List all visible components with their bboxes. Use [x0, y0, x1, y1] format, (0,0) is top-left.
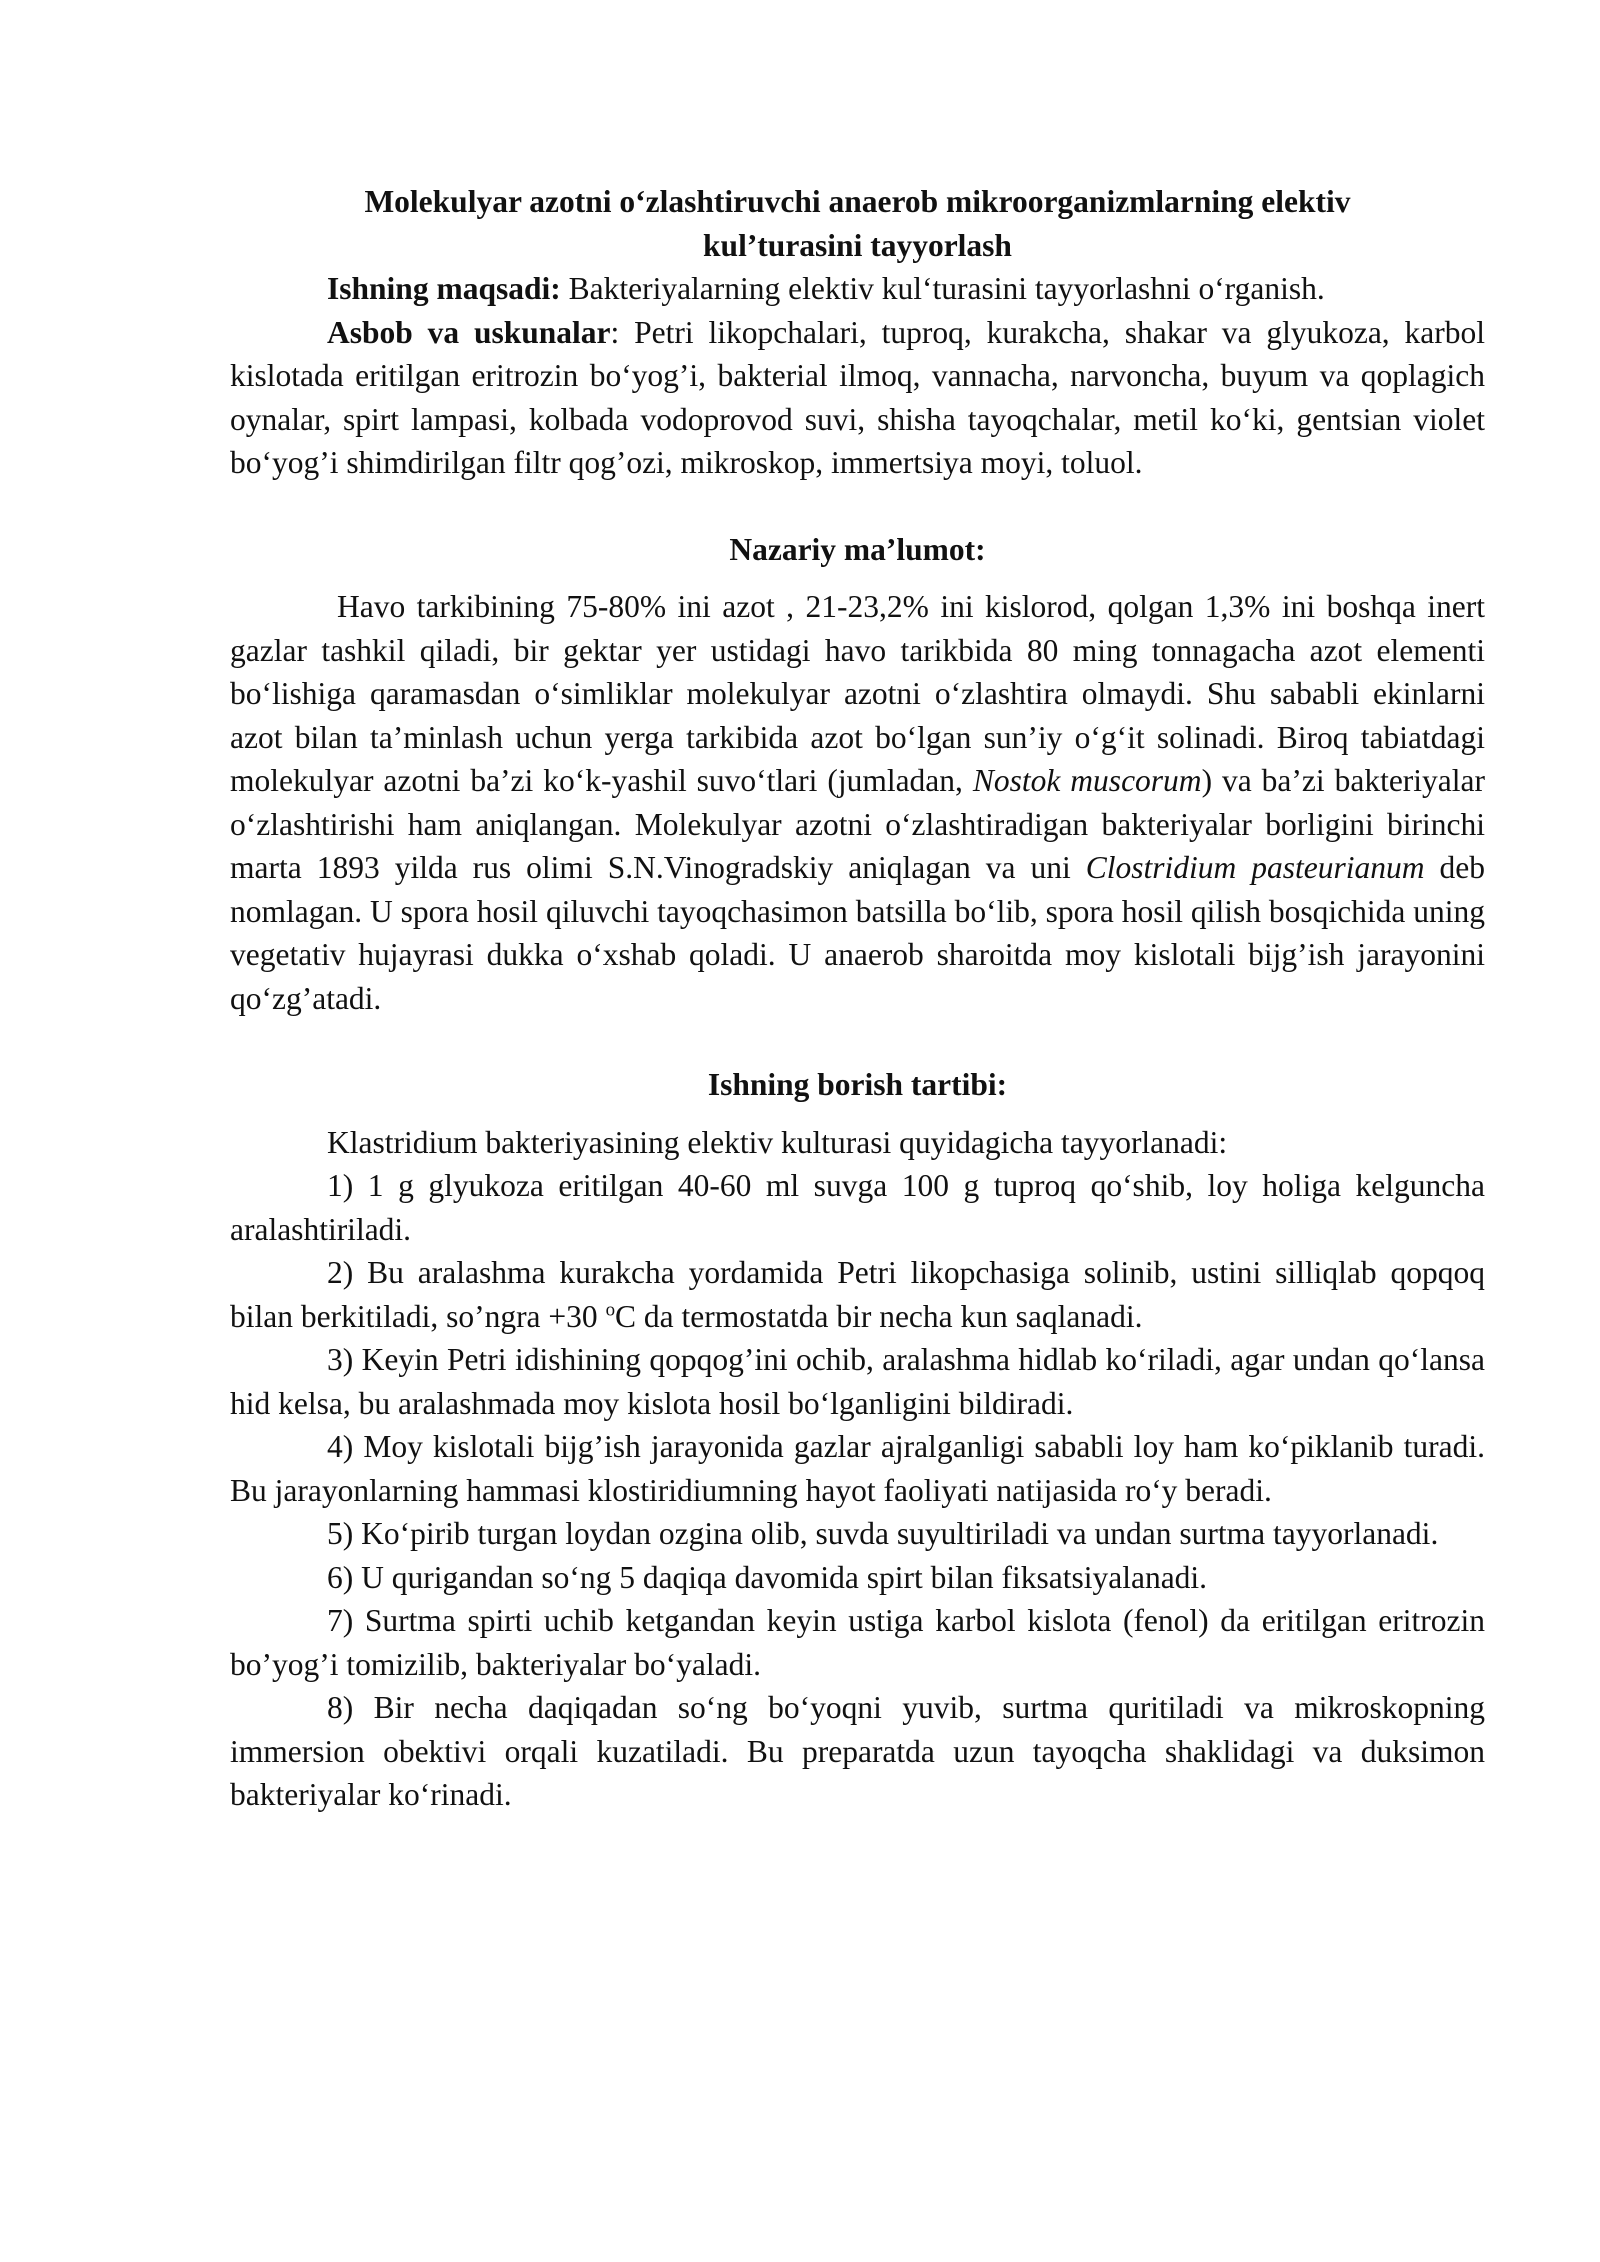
equipment-text: : Petri likopchalari, tuproq, kurakcha, shakar va glyukoza, karbol kislotada eritilgan eritrozin bo‘yog’i, bakterial ilmoq, vannacha, narvoncha, buyum va qoplagich oynalar, spirt lampasi, kolbada vodoprovod suvi, shisha tayoqchalar, metil ko‘ki, gentsian violet bo‘yog’i shimdirilgan filtr qog’ozi, mikroskop, immertsiya moyi, toluol.	[230, 314, 1485, 480]
procedure-step-2	[230, 1251, 1485, 1338]
theory-paragraph	[230, 585, 1485, 1020]
procedure-heading: Ishning borish tartibi:	[707, 1067, 1008, 1102]
theory-text-part2: ) va ba’zi bakteriyalar o‘zlashtirishi ham aniqlangan. Molekulyar azotni o‘zlashtiradigan bakteriyalar borligini birinchi marta 1893 yilda rus olimi S.N.Vinogradskiy aniqlagan va uni	[230, 763, 1485, 885]
degree-sign: o	[605, 1299, 616, 1320]
aim-label: Ishning maqsadi:	[327, 271, 561, 306]
step-2-text-after: C da termostatda bir necha kun saqlanadi.	[615, 1298, 1143, 1334]
aim-text: Bakteriyalarning elektiv kul‘turasini tayyorlashni o‘rganish.	[560, 271, 1325, 306]
equipment-label: Asbob va uskunalar	[327, 314, 611, 350]
procedure-step-6: 6) U qurigandan so‘ng 5 daqiqa davomida spirt bilan fiksatsiyalanadi.	[327, 1559, 1208, 1595]
procedure-step-7: 7) Surtma spirti uchib ketgandan keyin ustiga karbol kislota (fenol) da eritilgan eritrozin bo’yog’i tomizilib, bakteriyalar bo‘yaladi.	[230, 1603, 1485, 1682]
procedure-step-5: 5) Ko‘pirib turgan loydan ozgina olib, suvda suyultiriladi va undan surtma tayyorlanadi.	[327, 1516, 1439, 1551]
equipment-paragraph	[230, 311, 1485, 485]
procedure-step-8: 8) Bir necha daqiqadan so‘ng bo‘yoqni yuvib, surtma quritiladi va mikroskopning immersion obektivi orqali kuzatiladi. Bu preparatda uzun tayoqcha shaklidagi va duksimon bakteriyalar ko‘rinadi.	[230, 1690, 1485, 1812]
document-title: Molekulyar azotni o‘zlashtiruvchi anaerob mikroorganizmlarning elektiv kul’turasini tayyorlash	[364, 184, 1351, 263]
species-name-nostok: Nostok muscorum	[972, 763, 1202, 798]
procedure-intro: Klastridium bakteriyasining elektiv kulturasi quyidagicha tayyorlanadi:	[327, 1124, 1228, 1160]
theory-heading: Nazariy ma’lumot:	[729, 531, 986, 567]
theory-text-part3: deb nomlagan. U spora hosil qiluvchi tayoqchasimon batsilla bo‘lib, spora hosil qilish bosqichida uning vegetativ hujayrasi dukka o‘xshab qoladi. U anaerob sharoitda moy kislotali bijg’ish jarayonini qo‘zg’atadi.	[230, 850, 1485, 1016]
aim-paragraph	[230, 267, 1485, 311]
step-2-text-before: 2) Bu aralashma kurakcha yordamida Petri likopchasiga solinib, ustini silliqlab qopqoq bilan berkitiladi, so’ngra +30	[230, 1255, 1485, 1334]
theory-text-part1: Havo tarkibining 75-80% ini azot , 21-23,2% ini kislorod, qolgan 1,3% ini boshqa inert gazlar tashkil qiladi, bir gektar yer ustidagi havo tarikbida 80 ming tonnagacha azot elementi bo‘lishiga qaramasdan o‘simliklar molekulyar azotni o‘zlashtira olmaydi. Shu sababli ekinlarni azot bilan ta’minlash uchun yerga tarkibida azot bo‘lgan sun’iy o‘g‘it solinadi. Biroq tabiatdagi molekulyar azotni ba’zi ko‘k-yashil suvo‘tlari (jumladan,	[230, 589, 1485, 798]
document-page	[230, 180, 1485, 1817]
procedure-step-1: 1) 1 g glyukoza eritilgan 40-60 ml suvga 100 g tuproq qo‘shib, loy holiga kelguncha aralashtiriladi.	[230, 1168, 1485, 1247]
procedure-step-3: 3) Keyin Petri idishining qopqog’ini ochib, aralashma hidlab ko‘riladi, agar undan qo‘lansa hid kelsa, bu aralashmada moy kislota hosil bo‘lganligini bildiradi.	[230, 1342, 1485, 1421]
procedure-step-4: 4) Moy kislotali bijg’ish jarayonida gazlar ajralganligi sababli loy ham ko‘piklanib turadi. Bu jarayonlarning hammasi klostiridiumning hayot faoliyati natijasida ro‘y beradi.	[230, 1429, 1485, 1508]
species-name-clostridium: Clostridium pasteurianum	[1085, 850, 1425, 885]
